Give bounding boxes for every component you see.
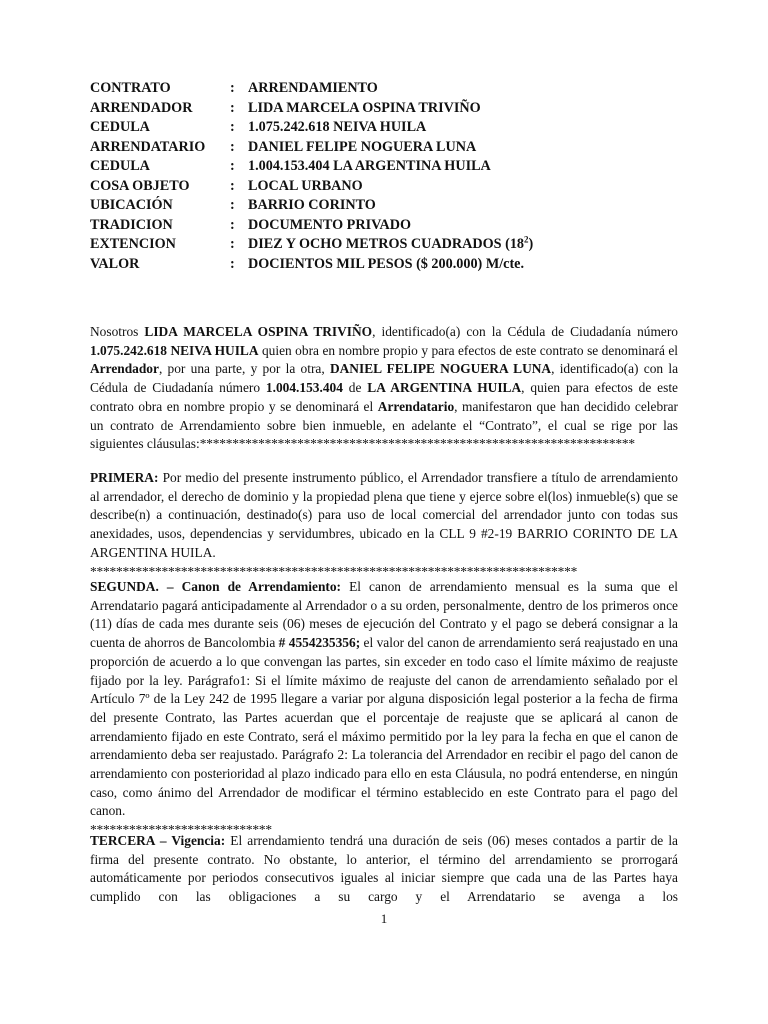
summary-label: CEDULA — [90, 119, 150, 135]
summary-value: 1.004.153.404 LA ARGENTINA HUILA — [248, 158, 491, 174]
summary-colon: : — [230, 158, 235, 174]
summary-row — [90, 99, 533, 119]
summary-colon: : — [230, 177, 235, 194]
summary-colon: : — [230, 99, 235, 116]
asterisk-separator: *************************************************************************** — [90, 563, 578, 579]
clause-text: El arrendamiento tendrá una duración de seis (06) meses contados a partir de la firma del presente contrato. No obstante, lo anterior, el término del arrendamiento se prorrogará automáticamente por periodos consecutivos iguales al iniciar siempre que cada una de las Partes haya cumplido con las obligaciones a su cargo y el Arrendatario se avenga a los — [90, 833, 678, 905]
clause-title: TERCERA – Vigencia: — [90, 833, 226, 848]
summary-colon: : — [230, 80, 235, 96]
text-run: , por una parte, y por la otra, — [158, 361, 330, 377]
summary-value: DOCUMENTO PRIVADO — [248, 216, 412, 233]
clause-primera-paragraph — [90, 469, 678, 581]
clause-text: El canon de arrendamiento mensual es la suma que el Arrendatario pagará anticipadamente al Arrendador o a su orden, personalmente, dentro de los primeros once (11) días de cada mes durante seis (06) meses de ejecución del Contrato y el pago se deberá consignar a la cuenta de ahorros de Bancolombia — [90, 579, 678, 651]
summary-value-suffix: ) — [528, 236, 534, 252]
clause-segunda — [90, 578, 678, 840]
arrendador-role: Arrendador — [90, 361, 159, 377]
clause-tercera-paragraph — [90, 832, 678, 907]
clause-title: PRIMERA: — [90, 470, 159, 485]
clause-text: Por medio del presente instrumento público, el Arrendador transfiere a título de arrendamiento al arrendador, el derecho de dominio y la propiedad plena que tiene y ejerce sobre el(los) inmueble(s) que se describe(n) a continuación, destinado(s) para uso de local comercial del arrendador junto con todas sus anexidades, usos, dependencias y servidumbres, ubicado en la CLL 9 #2-19 BARRIO CORINTO DE LA ARGENTINA HUILA. — [90, 470, 678, 560]
summary-row — [90, 138, 533, 158]
summary-label: CONTRATO — [90, 80, 171, 96]
summary-label: ARRENDATARIO — [90, 138, 206, 155]
contract-summary-table — [90, 79, 533, 274]
asterisk-separator: **************************** — [90, 822, 272, 838]
summary-value: BARRIO CORINTO — [248, 197, 376, 213]
summary-label: ARRENDADOR — [90, 99, 193, 116]
arrendador-name: LIDA MARCELA OSPINA TRIVIÑO — [144, 324, 373, 339]
summary-value — [248, 235, 533, 255]
summary-row — [90, 196, 533, 216]
summary-value: DOCIENTOS MIL PESOS ($ 200.000) M/cte. — [248, 255, 525, 272]
arrendatario-city: LA ARGENTINA HUILA — [367, 380, 522, 396]
summary-value: 1.075.242.618 NEIVA HUILA — [248, 119, 427, 135]
summary-label: UBICACIÓN — [90, 197, 173, 213]
summary-colon: : — [230, 119, 235, 135]
arrendatario-id: 1.004.153.404 — [265, 380, 343, 396]
arrendador-id: 1.075.242.618 NEIVA HUILA — [90, 342, 259, 358]
summary-label: VALOR — [90, 255, 140, 272]
summary-row — [90, 255, 533, 275]
summary-label: CEDULA — [90, 158, 150, 174]
summary-label: TRADICION — [90, 216, 173, 233]
text-run: quien obra en nombre propio y para efectos de este contrato se denominará el — [258, 342, 679, 358]
summary-row — [90, 235, 533, 255]
summary-row — [90, 157, 533, 177]
superscript-exponent: 2 — [524, 234, 529, 245]
clause-title: SEGUNDA. – Canon de Arrendamiento: — [90, 579, 342, 594]
text-run: , manifestaron que han decidido celebrar un contrato de Arrendamiento sobre bien inmueble, en adelante el “Contrato”, el cual se rige por las siguientes cláusulas: — [90, 398, 678, 452]
summary-colon: : — [230, 255, 235, 272]
clause-primera — [90, 469, 678, 581]
clause-tercera — [90, 832, 678, 907]
text-run: Nosotros — [90, 324, 145, 339]
text-run: , identificado(a) con la Cédula de Ciudadanía número — [372, 324, 678, 339]
summary-value: LIDA MARCELA OSPINA TRIVIÑO — [248, 99, 481, 116]
arrendatario-role: Arrendatario — [377, 398, 455, 414]
summary-value: LOCAL URBANO — [248, 177, 363, 194]
page-number: 1 — [380, 911, 388, 926]
bank-account-number: # 4554235356; — [278, 635, 361, 651]
clause-text: el valor del canon de arrendamiento será reajustado en una proporción de acuerdo a lo que convengan las partes, sin exceder en todo caso el límite máximo de reajuste fijado por la ley. Parágrafo1: Si el límite máximo de reajuste del canon de arrendamiento señalado por el Artículo 7º de la Ley 242 de 1995 llegare a variar por alguna disposición legal posterior a la fecha de firma del presente Contrato, las Partes acuerdan que el porcentaje de reajuste que se aplicará al canon de arrendamiento fijado en este Contrato, será el máximo permitido por la ley para la fecha en que el canon de arrendamiento deba ser reajustado. Parágrafo 2: La tolerancia del Arrendador en recibir el pago del canon de arrendamiento con posterioridad al plazo indicado para ello en esta Cláusula, no podrá entenderse, en ningún caso, como ánimo del Arrendador de modificar el término establecido en este Contrato para el pago del canon. — [90, 635, 678, 819]
summary-row — [90, 216, 533, 236]
summary-colon: : — [230, 236, 235, 252]
summary-label: COSA OBJETO — [90, 177, 190, 194]
summary-row — [90, 177, 533, 197]
summary-value: ARRENDAMIENTO — [248, 80, 378, 96]
text-run: de — [342, 380, 368, 396]
text-run: , identificado(a) con la Cédula de Ciudadanía número — [90, 361, 679, 396]
summary-label: EXTENCION — [90, 236, 176, 252]
text-run: , quien para efectos de este contrato obra en nombre propio y se denominará el — [90, 380, 678, 414]
summary-row — [90, 118, 533, 138]
summary-value: DANIEL FELIPE NOGUERA LUNA — [248, 138, 477, 155]
asterisk-separator: ******************************************************************* — [199, 436, 635, 452]
intro-paragraph — [90, 323, 678, 454]
summary-value-text: DIEZ Y OCHO METROS CUADRADOS (18 — [248, 236, 525, 252]
summary-colon: : — [230, 216, 235, 233]
clause-segunda-paragraph — [90, 578, 678, 840]
summary-colon: : — [230, 138, 235, 155]
intro-paragraph-block — [90, 323, 678, 454]
summary-colon: : — [230, 197, 235, 213]
summary-row — [90, 79, 533, 99]
arrendatario-name: DANIEL FELIPE NOGUERA LUNA — [329, 361, 552, 377]
